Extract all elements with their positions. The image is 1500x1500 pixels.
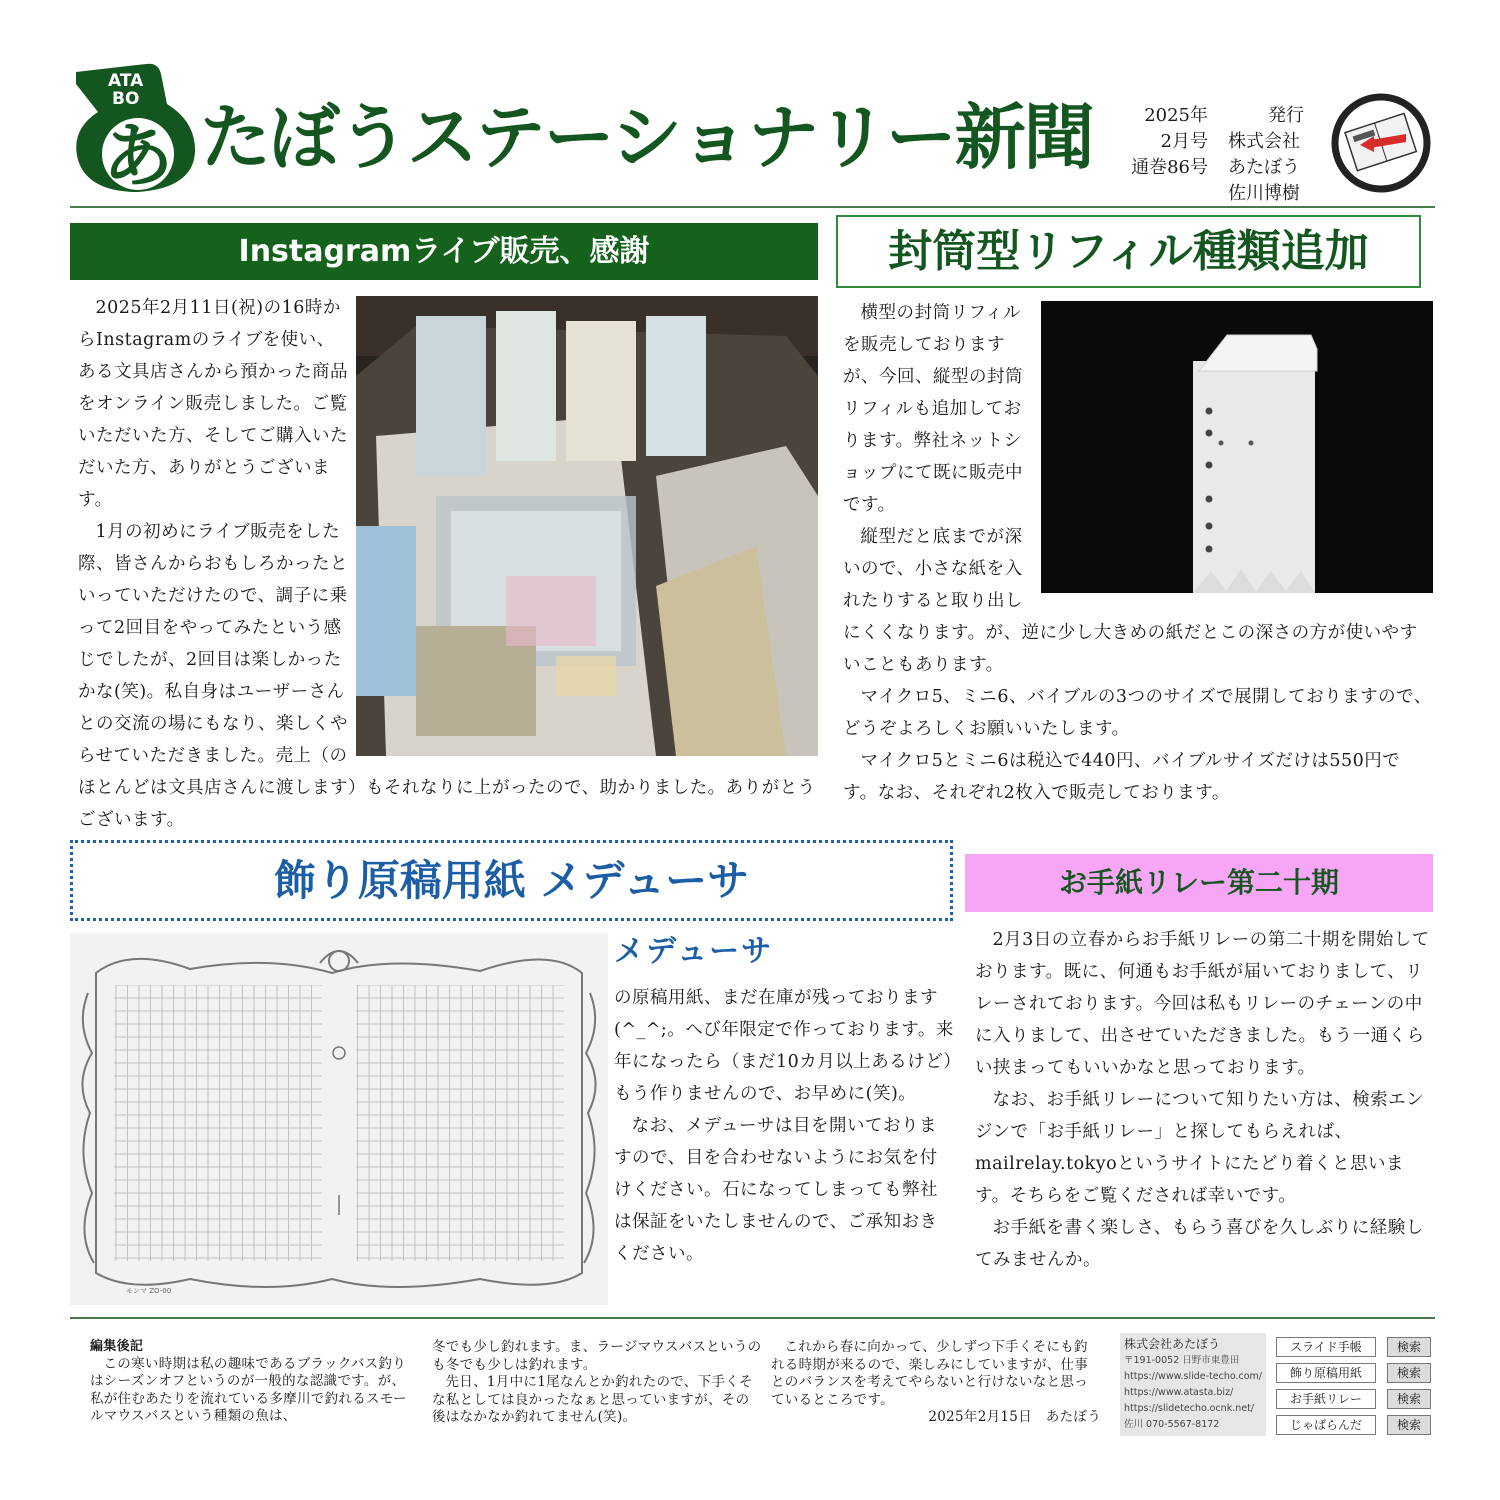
atabo-logo <box>68 60 203 195</box>
search-term-letter-relay: お手紙リレー <box>1276 1389 1376 1409</box>
issue-month: 2月号 <box>1160 131 1208 152</box>
relay-article-heading: お手紙リレー第二十期 <box>965 854 1433 912</box>
search-button[interactable]: 検索 <box>1387 1389 1431 1409</box>
envelope-article-body <box>843 297 1433 809</box>
instagram-paragraph-1: 2025年2月11日(祝)の16時からInstagramのライブを使い、ある文具店さんから預かった商品をオンライン販売しました。ご覧いただいた方、そしてご購入いただいた方、ありがとうございます。 <box>78 298 348 510</box>
search-row-letter-relay <box>1276 1389 1433 1409</box>
header-rule <box>70 206 1435 208</box>
editor-note-text-1: この寒い時期は私の趣味であるブラックバス釣りはシーズンオフというのが一般的な認識です。が、私が住むあたりを流れている多摩川で釣れるスモールマウスバスという種類の魚は、 <box>90 1355 407 1424</box>
search-button[interactable]: 検索 <box>1387 1415 1431 1435</box>
issue-info <box>1118 103 1208 181</box>
medusa-manuscript-paper-image <box>70 933 608 1305</box>
svg-text:あ: あ <box>103 115 173 195</box>
relay-paragraph-3: お手紙を書く楽しさ、もらう喜びを久しぶりに経験してみませんか。 <box>975 1218 1424 1270</box>
medusa-subheading: メデューサ <box>614 934 774 969</box>
envelope-paragraph-3: マイクロ5、ミニ6、バイブルの3つのサイズで展開しておりますので、どうぞよろしくお願いいたします。 <box>843 687 1432 739</box>
search-row-slide-techo <box>1276 1337 1433 1357</box>
company-url-3[interactable]: https://slidetecho.ocnk.net/ <box>1124 1403 1255 1414</box>
company-address: 〒191-0052 日野市東豊田 <box>1124 1355 1240 1366</box>
publisher-company: 株式会社 <box>1228 131 1300 152</box>
search-row-jabaranda <box>1276 1415 1433 1435</box>
editor-note-signature: 2025年2月15日 あたぼう <box>928 1409 1101 1425</box>
medusa-paragraph-2: なお、メデューサは目を開いておりますので、目を合わせないようにお気を付けください。石になってしまっても弊社は保証をいたしませんので、ご承知おきください。 <box>614 1116 938 1264</box>
instagram-article-body <box>78 292 818 836</box>
company-info-box <box>1120 1333 1266 1436</box>
issue-year: 2025年 <box>1144 105 1208 126</box>
envelope-article-heading: 封筒型リフィル種類追加 <box>836 215 1421 288</box>
envelope-paragraph-4: マイクロ5とミニ6は税込で440円、バイブルサイズだけは550円です。なお、それぞれ2枚入で販売しております。 <box>843 751 1401 803</box>
search-term-slide-techo: スライド手帳 <box>1276 1337 1376 1357</box>
editor-note-col-2 <box>432 1339 762 1427</box>
relay-paragraph-1: 2月3日の立春からお手紙リレーの第二十期を開始しております。既に、何通もお手紙が届いておりまして、リレーされております。今回は私もリレーのチェーンの中に入りまして、出させていただきました。もう一通くらい挟まってもいいかなと思っております。 <box>975 930 1430 1078</box>
search-row-manuscript-paper <box>1276 1363 1433 1383</box>
editor-note-col-3 <box>771 1339 1101 1427</box>
search-button[interactable]: 検索 <box>1387 1337 1431 1357</box>
masthead-title: たぼうステーショナリー新聞 <box>200 96 1093 179</box>
instagram-paragraph-2: 1月の初めにライブ販売をした際、皆さんからおもしろかったといっていただけたので、調子に乗って2回目をやってみたという感じでしたが、2回目は楽しかったかな(笑)。私自身はユーザーさんとの交流の場にもなり、楽しくやらせていただきました。売上（のほとんどは文具店さんに渡します）もそれなりに上がったので、助かりました。ありがとうございます。 <box>78 522 816 830</box>
company-contact: 佐川 070-5567-8172 <box>1124 1419 1220 1430</box>
editor-note-col-1 <box>90 1338 410 1426</box>
envelope-paragraph-1: 横型の封筒リフィルを販売しておりますが、今回、縦型の封筒リフィルも追加しております。弊社ネットショップにて既に販売中です。 <box>843 303 1023 515</box>
publisher-label: 発行 <box>1268 105 1304 126</box>
slide-techo-mark-icon <box>1330 92 1432 194</box>
search-term-manuscript-paper: 飾り原稿用紙 <box>1276 1363 1376 1383</box>
editor-note-text-2: 冬でも少し釣れます。ま、ラージマウスバスというのも冬でも少しは釣れます。 <box>432 1339 762 1373</box>
svg-text:モンマ ZO-00: モンマ ZO-00 <box>126 1287 172 1295</box>
search-term-jabaranda: じゃばらんだ <box>1276 1415 1376 1435</box>
company-url-2[interactable]: https://www.atasta.biz/ <box>1124 1387 1234 1398</box>
issue-volume: 通巻86号 <box>1131 157 1208 178</box>
svg-text:ATA: ATA <box>108 71 144 91</box>
company-name: 株式会社あたぼう <box>1124 1337 1221 1351</box>
editor-note-title: 編集後記 <box>90 1339 144 1354</box>
editor-note-text-4: これから春に向かって、少しずつ下手くそにも釣れる時期が来るので、楽しみにしていますが、仕事とのバランスを考えてやらないと行けないなと思っているところです。 <box>771 1339 1089 1408</box>
envelope-paragraph-2: 縦型だと底までが深いので、小さな紙を入れたりすると取り出しにくくなります。が、逆に少し大きめの紙だとこの深さの方が使いやすいこともあります。 <box>843 527 1418 675</box>
search-button[interactable]: 検索 <box>1387 1363 1431 1383</box>
relay-article-body <box>975 924 1433 1276</box>
medusa-paragraph-1: の原稿用紙、まだ在庫が残っております(^_^;。へび年限定で作っております。来年になったら（まだ10カ月以上あるけど）もう作りませんので、お早めに(笑)。 <box>614 988 954 1104</box>
stationery-box-photo <box>356 296 818 756</box>
editor-note-text-3: 先日、1月中に1尾なんとか釣れたので、下手くそな私としては良かったなぁと思っていますが、その後はなかなか釣れてません(笑)。 <box>432 1374 753 1425</box>
publisher-company-name: あたぼう <box>1228 157 1300 178</box>
medusa-article-body <box>614 934 954 1270</box>
footer-rule <box>70 1317 1435 1319</box>
envelope-refill-photo <box>1041 301 1433 593</box>
medusa-article-heading: 飾り原稿用紙 メデューサ <box>70 840 953 921</box>
publisher-person: 佐川博樹 <box>1228 183 1300 204</box>
company-url-1[interactable]: https://www.slide-techo.com/ <box>1124 1371 1263 1382</box>
svg-text:BO: BO <box>112 89 140 109</box>
publisher-info <box>1228 103 1313 207</box>
instagram-article-heading: Instagramライブ販売、感謝 <box>70 223 818 280</box>
relay-paragraph-2: なお、お手紙リレーについて知りたい方は、検索エンジンで「お手紙リレー」と探してもらえれば、mailrelay.tokyoというサイトにたどり着くと思います。そちらをご覧くだされば幸いです。 <box>975 1090 1425 1206</box>
